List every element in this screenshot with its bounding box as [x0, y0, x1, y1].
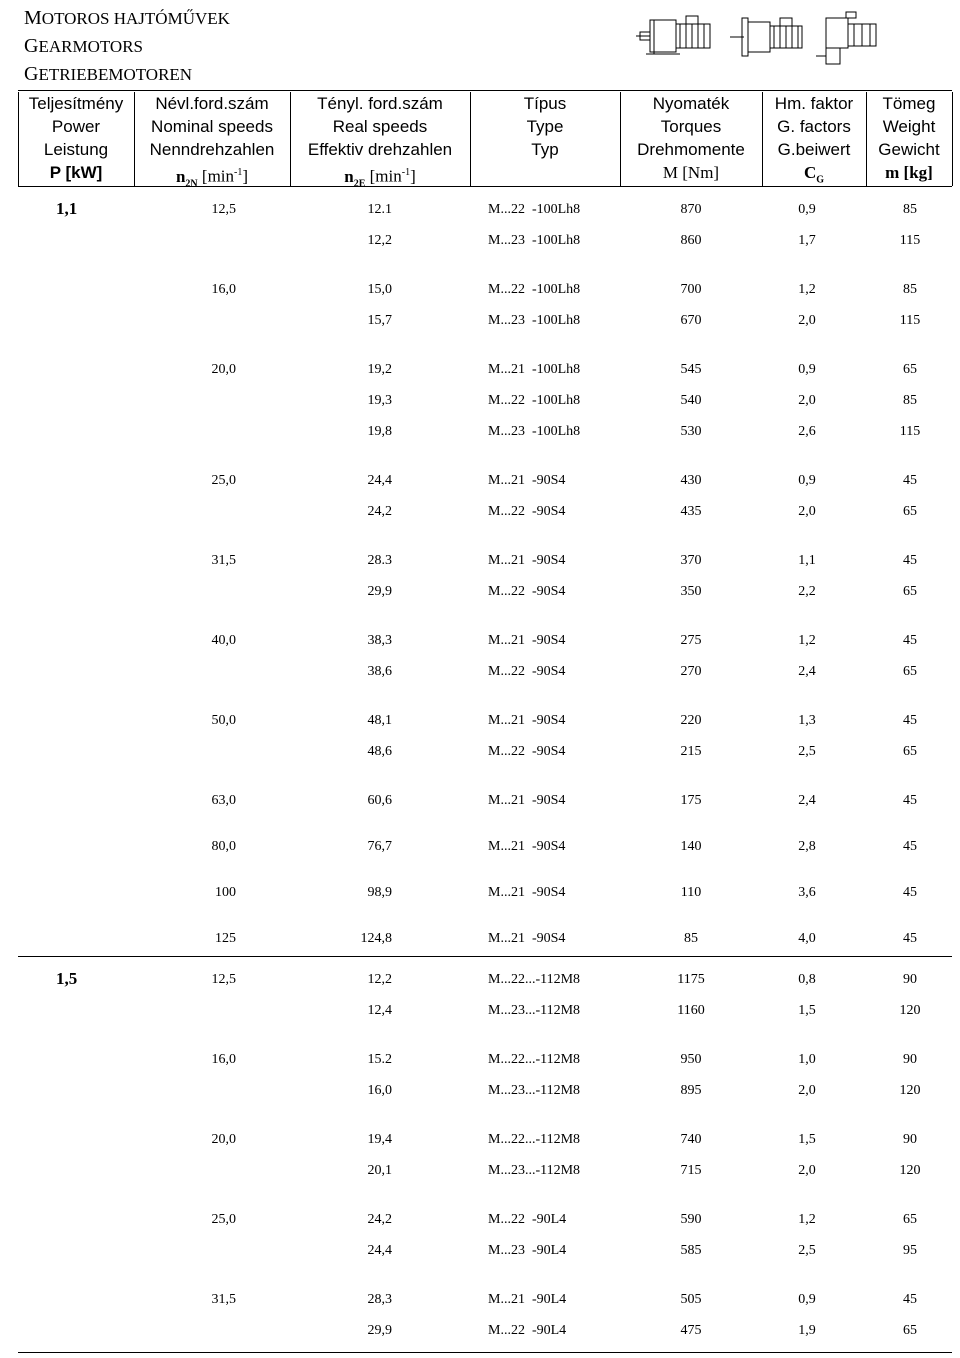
- cell-real: 19,4: [367, 1132, 392, 1147]
- cell-real: 48,6: [367, 744, 392, 759]
- header-real-en: Real speeds: [332, 117, 428, 136]
- cell-weight: 90: [903, 972, 917, 987]
- cell-weight: 65: [903, 1212, 917, 1227]
- cell-real: 19,8: [367, 424, 392, 439]
- cell-weight: 115: [899, 424, 921, 439]
- cell-real: 24,2: [367, 1212, 392, 1227]
- cell-factor: 0,9: [798, 1292, 816, 1307]
- cell-torque: 950: [680, 1052, 702, 1067]
- cell-real: 98,9: [367, 885, 392, 900]
- cell-weight: 85: [903, 282, 917, 297]
- cell-nominal: 50,0: [211, 713, 236, 728]
- cell-real: 76,7: [367, 839, 392, 854]
- cell-type: M...23 -100Lh8: [488, 233, 581, 248]
- cell-type: M...22 -90S4: [488, 584, 566, 599]
- cell-weight: 45: [903, 553, 917, 568]
- cell-torque: 275: [680, 633, 702, 648]
- cell-factor: 0,9: [798, 362, 816, 377]
- cell-weight: 90: [903, 1052, 917, 1067]
- cell-factor: 1,3: [798, 713, 816, 728]
- cell-torque: 430: [680, 473, 702, 488]
- header-torque-hu: Nyomaték: [652, 94, 730, 113]
- cell-torque: 370: [680, 553, 702, 568]
- cell-nominal: 63,0: [211, 793, 236, 808]
- cell-torque: 175: [680, 793, 702, 808]
- cell-real: 24,4: [367, 473, 392, 488]
- cell-factor: 1,5: [798, 1132, 816, 1147]
- cell-real: 12.1: [367, 202, 392, 217]
- cell-weight: 85: [903, 202, 917, 217]
- cell-factor: 4,0: [798, 931, 816, 946]
- cell-weight: 115: [899, 313, 921, 328]
- cell-weight: 45: [903, 633, 917, 648]
- cell-nominal: 125: [215, 931, 236, 946]
- header-torque-unit: M [Nm]: [662, 163, 720, 182]
- cell-torque: 475: [680, 1323, 702, 1338]
- cell-factor: 2,4: [798, 793, 816, 808]
- cell-real: 15,7: [367, 313, 392, 328]
- cell-type: M...21 -90S4: [488, 553, 566, 568]
- cell-real: 19,2: [367, 362, 392, 377]
- cell-real: 12,2: [367, 233, 392, 248]
- cell-torque: 350: [680, 584, 702, 599]
- cell-weight: 45: [903, 713, 917, 728]
- cell-real: 28,3: [367, 1292, 392, 1307]
- cell-factor: 1,0: [798, 1052, 816, 1067]
- cell-type: M...22 -90S4: [488, 664, 566, 679]
- cell-type: M...22...-112M8: [488, 1132, 581, 1147]
- cell-weight: 85: [903, 393, 917, 408]
- cell-type: M...21 -90S4: [488, 931, 566, 946]
- cell-factor: 2,0: [798, 1163, 816, 1178]
- cell-factor: 1,9: [798, 1323, 816, 1338]
- header-type-de: Typ: [531, 140, 559, 159]
- header-factor-de: G.beiwert: [777, 140, 851, 159]
- cell-real: 24,4: [367, 1243, 392, 1258]
- header-weight-unit: m [kg]: [885, 163, 933, 182]
- cell-factor: 1,2: [798, 282, 816, 297]
- cell-torque: 585: [680, 1243, 702, 1258]
- cell-type: M...21 -90S4: [488, 793, 566, 808]
- cell-weight: 65: [903, 664, 917, 679]
- cell-factor: 0,9: [798, 202, 816, 217]
- cell-weight: 65: [903, 504, 917, 519]
- cell-factor: 2,5: [798, 744, 816, 759]
- header-real-de: Effektiv drehzahlen: [307, 140, 453, 159]
- cell-real: 15,0: [367, 282, 392, 297]
- cell-real: 15.2: [367, 1052, 392, 1067]
- cell-torque: 540: [680, 393, 702, 408]
- cell-nominal: 16,0: [211, 282, 236, 297]
- cell-weight: 120: [899, 1163, 921, 1178]
- title-de: GETRIEBEMOTOREN: [24, 63, 193, 85]
- cell-nominal: 20,0: [211, 362, 236, 377]
- cell-type: M...21 -90S4: [488, 633, 566, 648]
- cell-weight: 115: [899, 233, 921, 248]
- cell-weight: 45: [903, 473, 917, 488]
- cell-type: M...23 -100Lh8: [488, 424, 581, 439]
- header-torque-en: Torques: [660, 117, 722, 136]
- cell-type: M...22...-112M8: [488, 1052, 581, 1067]
- cell-nominal: 16,0: [211, 1052, 236, 1067]
- cell-real: 16,0: [367, 1083, 392, 1098]
- header-nominal-hu: Névl.ford.szám: [155, 94, 269, 113]
- cell-torque: 545: [680, 362, 702, 377]
- cell-factor: 1,2: [798, 1212, 816, 1227]
- cell-type: M...23...-112M8: [488, 1083, 581, 1098]
- header-factor-en: G. factors: [777, 117, 851, 136]
- cell-torque: 860: [680, 233, 702, 248]
- cell-nominal: 80,0: [211, 839, 236, 854]
- cell-type: M...22 -90S4: [488, 504, 566, 519]
- cell-weight: 65: [903, 362, 917, 377]
- header-factor-hu: Hm. faktor: [774, 94, 854, 113]
- cell-type: M...23 -90L4: [488, 1243, 567, 1258]
- cell-factor: 1,1: [798, 553, 816, 568]
- cell-torque: 435: [680, 504, 702, 519]
- cell-nominal: 100: [215, 885, 236, 900]
- cell-factor: 2,6: [798, 424, 816, 439]
- cell-torque: 715: [680, 1163, 702, 1178]
- cell-type: M...22 -90L4: [488, 1212, 567, 1227]
- cell-nominal: 40,0: [211, 633, 236, 648]
- cell-real: 38,3: [367, 633, 392, 648]
- cell-weight: 95: [903, 1243, 917, 1258]
- cell-type: M...22 -90L4: [488, 1323, 567, 1338]
- cell-factor: 1,2: [798, 633, 816, 648]
- header-power-en: Power: [51, 117, 101, 136]
- header-power-hu: Teljesítmény: [28, 94, 124, 113]
- cell-factor: 1,7: [798, 233, 816, 248]
- cell-nominal: 31,5: [211, 553, 236, 568]
- cell-type: M...23 -100Lh8: [488, 313, 581, 328]
- cell-torque: 590: [680, 1212, 702, 1227]
- cell-torque: 215: [680, 744, 702, 759]
- cell-real: 24,2: [367, 504, 392, 519]
- cell-torque: 895: [680, 1083, 702, 1098]
- title-hu: MOTOROS HAJTÓMŰVEK: [24, 7, 230, 29]
- cell-real: 20,1: [367, 1163, 392, 1178]
- cell-factor: 0,8: [798, 972, 816, 987]
- header-weight-hu: Tömeg: [882, 94, 936, 113]
- cell-type: M...21 -90S4: [488, 885, 566, 900]
- cell-type: M...23...-112M8: [488, 1163, 581, 1178]
- header-type-en: Type: [526, 117, 564, 136]
- cell-factor: 2,0: [798, 393, 816, 408]
- header-weight-de: Gewicht: [878, 140, 940, 159]
- cell-factor: 2,2: [798, 584, 816, 599]
- cell-real: 12,4: [367, 1003, 392, 1018]
- cell-torque: 1175: [677, 972, 705, 987]
- cell-torque: 870: [680, 202, 702, 217]
- cell-weight: 65: [903, 1323, 917, 1338]
- cell-weight: 45: [903, 885, 917, 900]
- cell-type: M...22 -100Lh8: [488, 393, 581, 408]
- cell-factor: 2,0: [798, 504, 816, 519]
- cell-real: 29,9: [367, 1323, 392, 1338]
- cell-type: M...21 -90S4: [488, 473, 566, 488]
- cell-real: 124,8: [360, 931, 392, 946]
- cell-weight: 120: [899, 1003, 921, 1018]
- cell-weight: 65: [903, 744, 917, 759]
- cell-weight: 90: [903, 1132, 917, 1147]
- cell-factor: 0,9: [798, 473, 816, 488]
- cell-torque: 700: [680, 282, 702, 297]
- cell-type: M...23...-112M8: [488, 1003, 581, 1018]
- cell-nominal: 25,0: [211, 473, 236, 488]
- cell-power: 1,5: [56, 969, 78, 988]
- header-power-unit: P [kW]: [49, 163, 103, 182]
- cell-factor: 1,5: [798, 1003, 816, 1018]
- cell-real: 29,9: [367, 584, 392, 599]
- cell-real: 48,1: [367, 713, 392, 728]
- cell-nominal: 31,5: [211, 1292, 236, 1307]
- cell-torque: 220: [680, 713, 702, 728]
- header-torque-de: Drehmomente: [637, 140, 745, 159]
- cell-factor: 2,5: [798, 1243, 816, 1258]
- header-type-hu: Típus: [523, 94, 567, 113]
- cell-real: 28.3: [367, 553, 392, 568]
- cell-type: M...22...-112M8: [488, 972, 581, 987]
- cell-type: M...21 -90L4: [488, 1292, 567, 1307]
- cell-type: M...22 -90S4: [488, 744, 566, 759]
- cell-torque: 1160: [677, 1003, 705, 1018]
- cell-factor: 2,0: [798, 1083, 816, 1098]
- cell-nominal: 25,0: [211, 1212, 236, 1227]
- cell-torque: 530: [680, 424, 702, 439]
- cell-type: M...21 -90S4: [488, 839, 566, 854]
- header-real-unit: $n_{2E}$ $[\min^{-1}]$: [344, 166, 416, 190]
- cell-factor: 2,8: [798, 839, 816, 854]
- cell-nominal: 12,5: [211, 972, 236, 987]
- cell-torque: 110: [680, 885, 702, 900]
- cell-weight: 45: [903, 1292, 917, 1307]
- header-factor-unit: $C_G$: [803, 163, 825, 186]
- cell-real: 38,6: [367, 664, 392, 679]
- cell-weight: 45: [903, 793, 917, 808]
- header-nominal-en: Nominal speeds: [151, 117, 273, 136]
- cell-torque: 140: [680, 839, 702, 854]
- title-en: GEARMOTORS: [24, 35, 143, 57]
- header-nominal-de: Nenndrehzahlen: [149, 140, 275, 159]
- cell-nominal: 12,5: [211, 202, 236, 217]
- cell-weight: 65: [903, 584, 917, 599]
- cell-torque: 270: [680, 664, 702, 679]
- cell-power: 1,1: [56, 199, 78, 218]
- cell-weight: 120: [899, 1083, 921, 1098]
- cell-factor: 3,6: [798, 885, 816, 900]
- header-nominal-unit: $n_{2N}$ $[\min^{-1}]$: [175, 166, 249, 190]
- cell-torque: 670: [680, 313, 702, 328]
- cell-torque: 740: [680, 1132, 702, 1147]
- cell-torque: 505: [680, 1292, 702, 1307]
- header-power-de: Leistung: [43, 140, 109, 159]
- cell-type: M...21 -90S4: [488, 713, 566, 728]
- cell-factor: 2,4: [798, 664, 816, 679]
- header-real-hu: Tényl. ford.szám: [317, 94, 443, 113]
- cell-type: M...22 -100Lh8: [488, 202, 581, 217]
- cell-factor: 2,0: [798, 313, 816, 328]
- cell-weight: 45: [903, 931, 917, 946]
- cell-real: 19,3: [367, 393, 392, 408]
- cell-nominal: 20,0: [211, 1132, 236, 1147]
- header-weight-en: Weight: [882, 117, 936, 136]
- cell-weight: 45: [903, 839, 917, 854]
- cell-type: M...21 -100Lh8: [488, 362, 581, 377]
- cell-real: 12,2: [367, 972, 392, 987]
- cell-real: 60,6: [367, 793, 392, 808]
- cell-torque: 85: [684, 931, 698, 946]
- cell-type: M...22 -100Lh8: [488, 282, 581, 297]
